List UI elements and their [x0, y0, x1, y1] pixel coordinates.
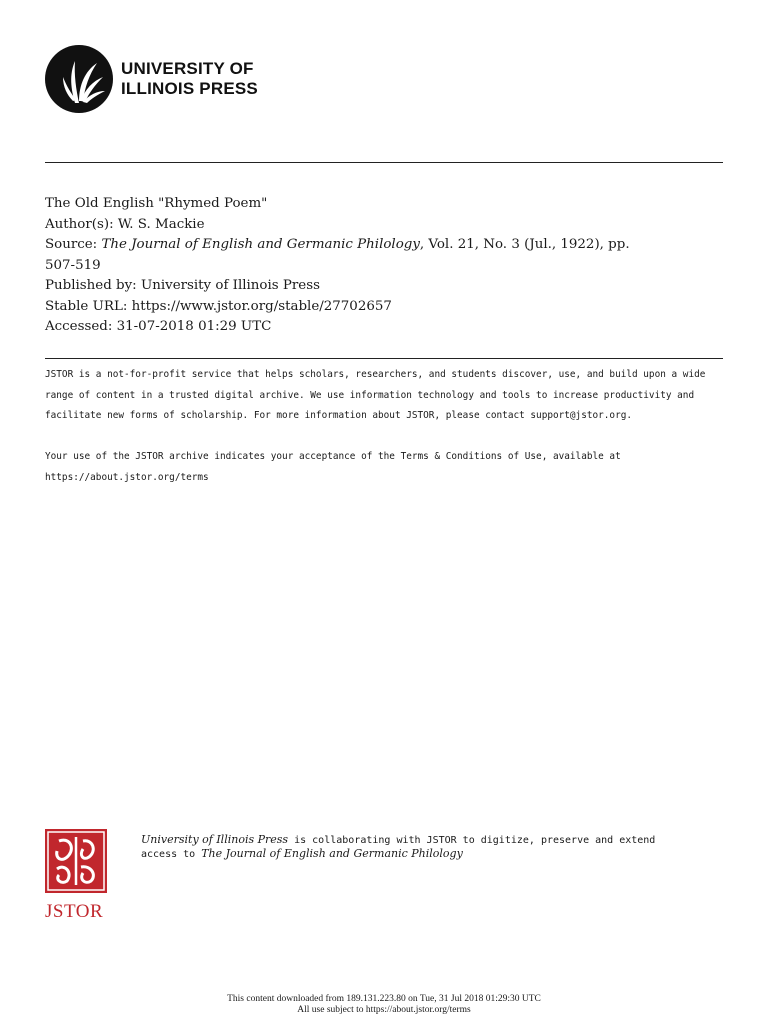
jstor-notice: JSTOR is a not-for-profit service that helps scholars, researchers, and students discover, use, and build upon a wide range of content in a trusted digital archive. We use information technology and tools to increase productivity and facilitate new forms of scholarship. For more information about JSTOR, please contact support@jstor.org.	[45, 369, 706, 421]
citation-block	[45, 194, 725, 338]
authors-line: Author(s): W. S. Mackie	[45, 216, 205, 232]
accessed-line: Accessed: 31-07-2018 01:29 UTC	[45, 319, 272, 334]
logo-line-1: UNIVERSITY OF	[121, 59, 254, 78]
publisher-logo	[45, 45, 258, 113]
terms-link[interactable]: https://about.jstor.org/terms	[45, 471, 209, 483]
publisher-name: University of Illinois Press	[140, 278, 320, 293]
collab-publisher: University of Illinois Press	[141, 833, 289, 846]
pages: 507-519	[45, 257, 101, 273]
terms-notice: Your use of the JSTOR archive indicates your acceptance of the Terms & Conditions of Use, available at https://about.jstor.org/terms	[45, 447, 725, 488]
article-title: The Old English "Rhymed Poem"	[45, 196, 268, 211]
logo-line-2: ILLINOIS PRESS	[121, 79, 258, 98]
leaves-icon	[45, 45, 113, 113]
stable-url-line: Stable URL: https://www.jstor.org/stable/27702657	[45, 298, 392, 314]
collaboration-statement: University of Illinois Press is collaborating with JSTOR to digitize, preserve and extend access to The Journal of English and Germanic Philology	[141, 833, 656, 860]
middle-divider	[45, 358, 723, 359]
collab-journal: The Journal of English and Germanic Philology	[201, 847, 463, 860]
source-line: Source: The Journal of English and Germanic Philology, Vol. 21, No. 3 (Jul., 1922), pp.	[45, 237, 630, 252]
authors: W. S. Mackie	[117, 216, 205, 232]
stable-url-link[interactable]: https://www.jstor.org/stable/27702657	[131, 298, 392, 314]
journal-title: The Journal of English and Germanic Philology	[101, 237, 420, 252]
download-footer: This content downloaded from 189.131.223.80 on Tue, 31 Jul 2018 01:29:30 UTC All use subject to https://about.jstor.org/terms	[227, 994, 541, 1015]
jstor-emblem-icon	[45, 829, 107, 893]
publisher-line: Published by: University of Illinois Press	[45, 278, 320, 293]
top-divider	[45, 162, 723, 163]
jstor-wordmark: JSTOR	[45, 901, 104, 922]
accessed-date: 31-07-2018 01:29 UTC	[116, 319, 272, 334]
jstor-logo	[45, 829, 107, 923]
